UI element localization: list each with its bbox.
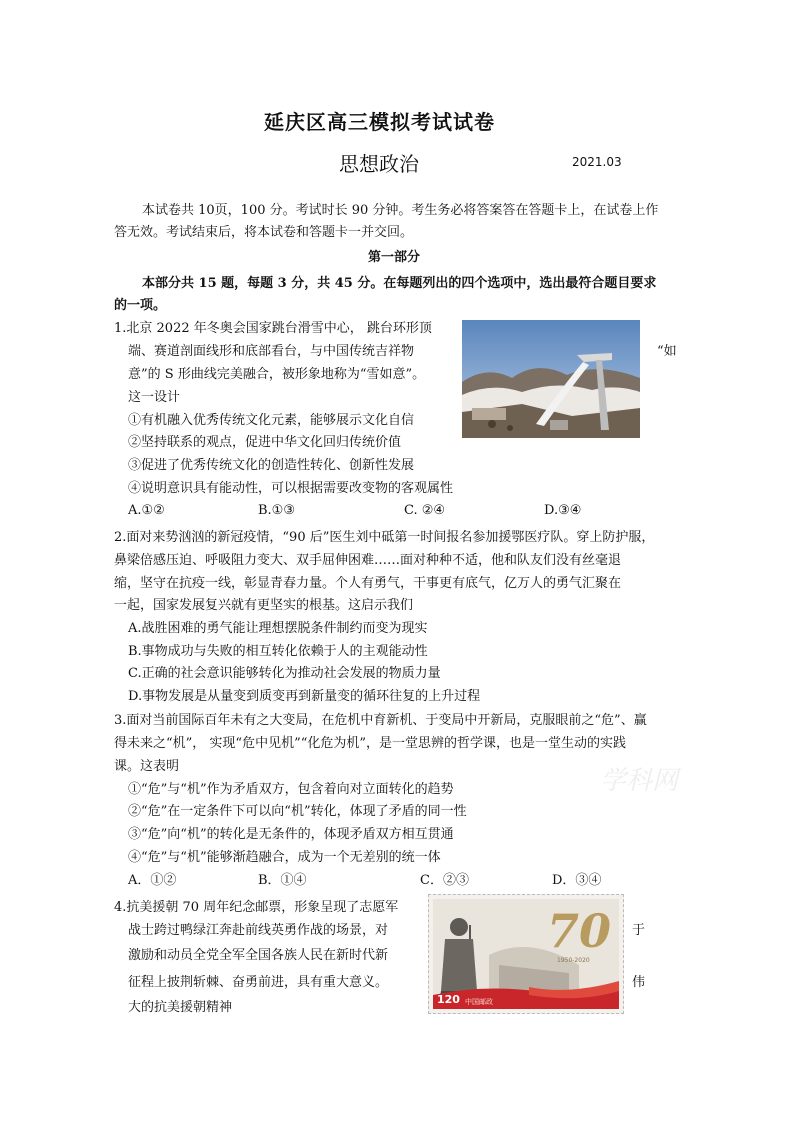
q1-option-d: D.③④: [544, 503, 582, 518]
q1-statement-1: ①有机融入优秀传统文化元素，能够展示文化自信: [128, 413, 415, 428]
q3-line-2: 得未来之“机”， 实现“危中见机”“化危为机”，是一堂思辨的哲学课，也是一堂生动的实践: [114, 736, 627, 751]
q4-line-2-tail: 于: [632, 923, 646, 938]
q4-line-1: 4.抗美援朝 70 周年纪念邮票，形象呈现了志愿军: [114, 900, 399, 915]
part-description-1: 本部分共 15 题，每题 3 分，共 45 分。在每题列出的四个选项中，选出最符合题目要求: [142, 276, 657, 291]
q1-option-c: C. ②④: [404, 503, 446, 518]
watermark: 学科网: [600, 766, 679, 796]
q3-option-a: A．①②: [128, 873, 177, 888]
ski-jump-photo: [462, 320, 640, 438]
stamp-denomination: 120: [437, 993, 460, 1006]
q2-line-2: 鼻梁倍感压迫、呼吸阻力变大、双手屈伸困难……面对种种不适，他和队友们没有丝毫退: [114, 553, 622, 568]
q4-line-3: 激励和动员全党全军全国各族人民在新时代新: [128, 948, 389, 963]
q1-line-4: 这一设计: [128, 390, 181, 405]
q2-option-c: C.正确的社会意识能够转化为推动社会发展的物质力量: [128, 666, 441, 681]
q1-line-2: 端、赛道剖面线形和底部看台，与中国传统吉祥物: [128, 344, 415, 359]
q4-line-5: 大的抗美援朝精神: [128, 1000, 233, 1015]
q2-line-1: 2.面对来势汹汹的新冠疫情，“90 后”医生刘中砥第一时间报名参加援鄂医疗队。穿上防护服，: [114, 530, 655, 545]
commemorative-stamp: [428, 894, 624, 1014]
q3-statement-4: ④“危”与“机”能够渐趋融合，成为一个无差别的统一体: [128, 850, 441, 865]
q4-line-4-tail: 伟: [632, 975, 646, 990]
q1-statement-2: ②坚持联系的观点，促进中华文化回归传统价值: [128, 435, 402, 450]
q2-option-d: D.事物发展是从量变到质变再到新量变的循环往复的上升过程: [128, 689, 481, 704]
ski-jump-illustration: [462, 320, 640, 438]
q2-line-3: 缩，坚守在抗疫一线，彰显青春力量。个人有勇气，干事更有底气，亿万人的勇气汇聚在: [114, 576, 622, 591]
q2-option-a: A.战胜困难的勇气能让理想摆脱条件制约而变为现实: [128, 621, 428, 636]
q1-statement-4: ④说明意识具有能动性，可以根据需要改变物的客观属性: [128, 481, 454, 496]
q3-statement-3: ③“危”向“机”的转化是无条件的，体现矛盾双方相互贯通: [128, 827, 454, 842]
q3-option-b: B．①④: [258, 873, 307, 888]
subject-title: 思想政治: [339, 152, 419, 176]
q1-option-b: B.①③: [258, 503, 295, 518]
q3-option-c: C．②③: [420, 873, 469, 888]
q2-line-4: 一起，国家发展复兴就有更坚实的根基。这启示我们: [114, 598, 414, 613]
intro-line-1: 本试卷共 10页，100 分。考试时长 90 分钟。考生务必将答案答在答题卡上，在试卷上作: [142, 203, 659, 218]
stamp-country: 中国邮政: [465, 998, 493, 1006]
q1-option-a: A.①②: [128, 503, 165, 518]
stamp-big-number: 70: [547, 904, 612, 958]
q3-statement-2: ②“危”在一定条件下可以向“机”转化，体现了矛盾的同一性: [128, 804, 467, 819]
exam-date: 2021.03: [572, 155, 622, 169]
q1-line-2-tail: “如: [657, 344, 677, 359]
exam-title: 延庆区高三模拟考试试卷: [264, 110, 495, 134]
q3-statement-1: ①“危”与“机”作为矛盾双方，包含着向对立面转化的趋势: [128, 782, 454, 797]
q4-line-4: 征程上披荆斩棘、奋勇前进，具有重大意义。: [128, 975, 389, 990]
q3-line-1: 3.面对当前国际百年未有之大变局，在危机中育新机、于变局中开新局，克服眼前之“危”、赢: [114, 713, 647, 728]
q2-option-b: B.事物成功与失败的相互转化依赖于人的主观能动性: [128, 644, 428, 659]
part-description-2: 的一项。: [114, 298, 167, 313]
q4-line-2: 战士跨过鸭绿江奔赴前线英勇作战的场景，对: [128, 923, 389, 938]
q1-line-1: 1.北京 2022 年冬奥会国家跳台滑雪中心， 跳台环形顶: [114, 321, 432, 336]
q1-line-3: 意”的 S 形曲线完美融合，被形象地称为“雪如意”。: [128, 367, 426, 382]
part-heading: 第一部分: [368, 250, 421, 265]
q3-option-d: D．③④: [552, 873, 602, 888]
q3-line-3: 课。这表明: [114, 759, 180, 774]
stamp-years: 1950-2020: [557, 957, 590, 964]
intro-line-2: 答无效。考试结束后，将本试卷和答题卡一并交回。: [114, 225, 414, 240]
q1-statement-3: ③促进了优秀传统文化的创造性转化、创新性发展: [128, 458, 415, 473]
